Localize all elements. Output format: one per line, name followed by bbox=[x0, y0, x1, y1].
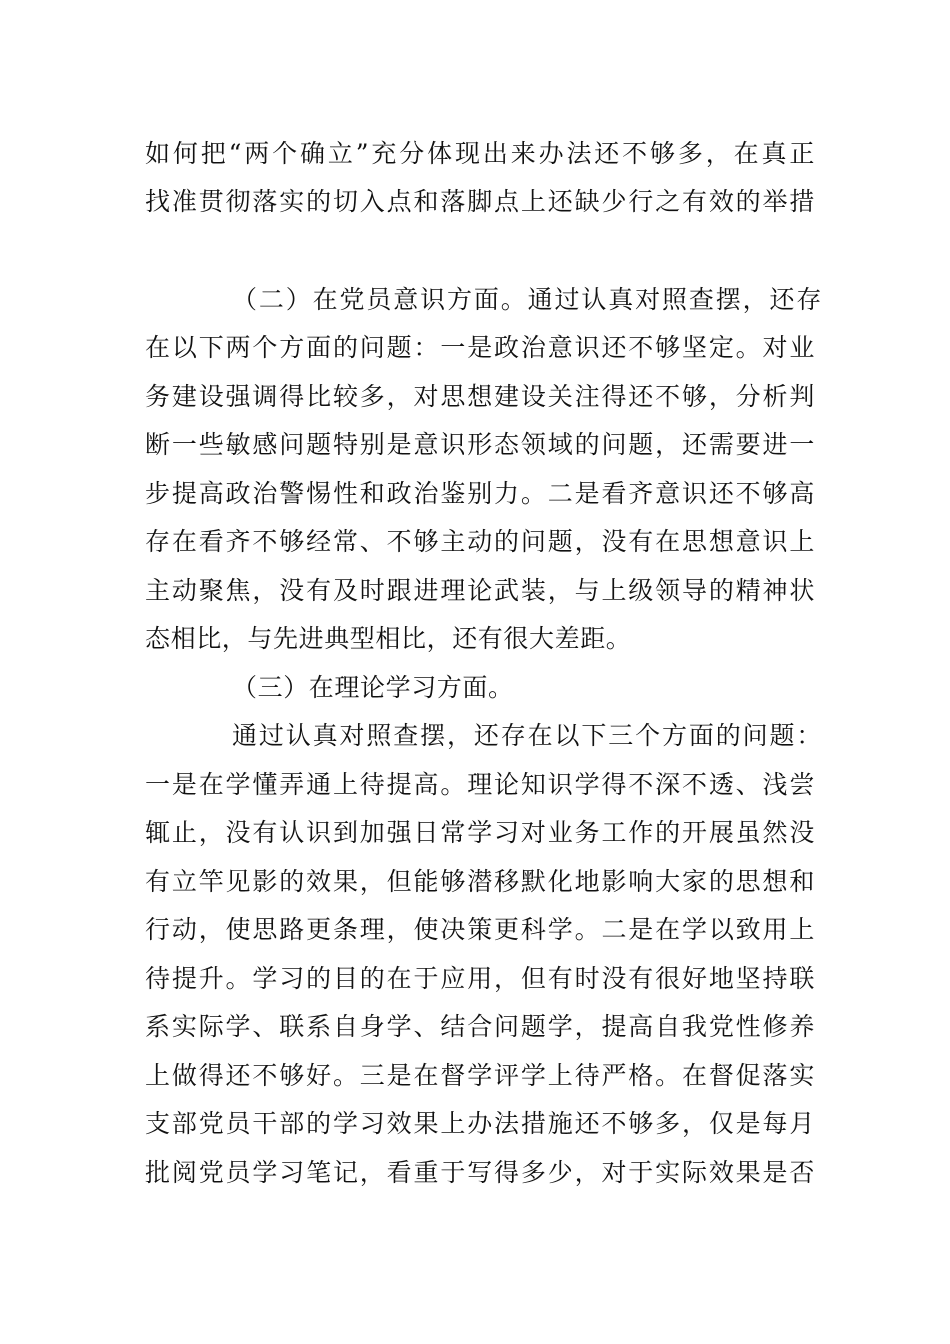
text-line-6: 断一些敏感问题特别是意识形态领域的问题，还需要进一 bbox=[145, 430, 815, 459]
text-line-2: 找准贯彻落实的切入点和落脚点上还缺少行之有效的举措 bbox=[145, 187, 815, 216]
text-line-9: 主动聚焦，没有及时跟进理论武装，与上级领导的精神状 bbox=[145, 576, 815, 605]
text-line-1: 如何把“两个确立”充分体现出来办法还不够多，在真正 bbox=[145, 139, 815, 168]
text-line-12: 通过认真对照查摆，还存在以下三个方面的问题： bbox=[232, 721, 822, 750]
text-line-5: 务建设强调得比较多，对思想建设关注得还不够，分析判 bbox=[145, 382, 815, 411]
text-line-4: 在以下两个方面的问题：一是政治意识还不够坚定。对业 bbox=[145, 333, 815, 362]
text-line-11: （三）在理论学习方面。 bbox=[232, 673, 514, 702]
text-line-18: 系实际学、联系自身学、结合问题学，提高自我党性修养 bbox=[145, 1012, 815, 1041]
text-line-21: 批阅党员学习笔记，看重于写得多少，对于实际效果是否 bbox=[145, 1158, 815, 1187]
text-line-19: 上做得还不够好。三是在督学评学上待严格。在督促落实 bbox=[145, 1061, 815, 1090]
text-line-3: （二）在党员意识方面。通过认真对照查摆，还存 bbox=[232, 285, 822, 314]
text-line-15: 有立竿见影的效果，但能够潜移默化地影响大家的思想和 bbox=[145, 867, 815, 896]
text-line-8: 存在看齐不够经常、不够主动的问题，没有在思想意识上 bbox=[145, 527, 815, 556]
text-line-17: 待提升。学习的目的在于应用，但有时没有很好地坚持联 bbox=[145, 964, 815, 993]
text-line-10: 态相比，与先进典型相比，还有很大差距。 bbox=[145, 624, 632, 653]
text-line-13: 一是在学懂弄通上待提高。理论知识学得不深不透、浅尝 bbox=[145, 770, 815, 799]
text-line-20: 支部党员干部的学习效果上办法措施还不够多，仅是每月 bbox=[145, 1109, 815, 1138]
text-line-7: 步提高政治警惕性和政治鉴别力。二是看齐意识还不够高 bbox=[145, 479, 815, 508]
text-line-14: 辄止，没有认识到加强日常学习对业务工作的开展虽然没 bbox=[145, 818, 815, 847]
text-line-16: 行动，使思路更条理，使决策更科学。二是在学以致用上 bbox=[145, 915, 815, 944]
